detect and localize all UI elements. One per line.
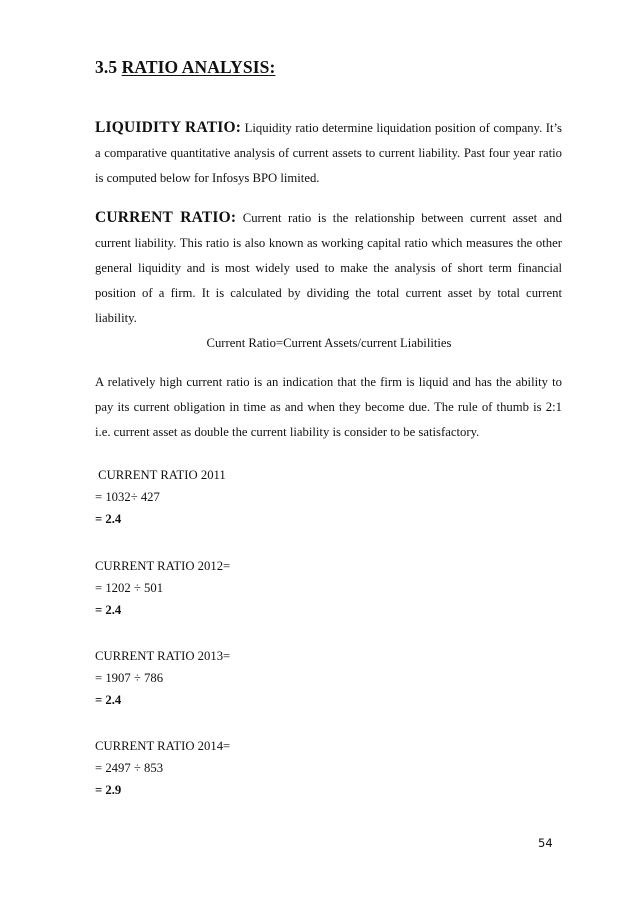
section-heading — [95, 57, 275, 78]
calculation-label: CURRENT RATIO 2011 — [95, 468, 226, 482]
calculation-block-2013 — [95, 645, 230, 711]
liquidity-ratio-text: Liquidity ratio determine liquidation position of company. It’s a comparative quantitative analysis of current assets to current liability. Past four year ratio is computed below for Infosys BPO limited. — [95, 121, 562, 185]
calculation-expression: = 1202 ÷ 501 — [95, 581, 164, 595]
section-number: 3.5 — [95, 57, 118, 77]
calculation-result: = 2.4 — [95, 693, 122, 707]
interpretation-paragraph: A relatively high current ratio is an indication that the firm is liquid and has the ability to pay its current obligation in time as and when they become due. The rule of thumb is 2:1 i.e. current asset as double the current liability is consider to be satisfactory. — [95, 375, 562, 439]
calculation-block-2012 — [95, 555, 230, 621]
current-ratio-formula: Current Ratio=Current Assets/current Liabilities — [206, 336, 452, 350]
calculation-label: CURRENT RATIO 2012= — [95, 559, 231, 573]
current-ratio-text: Current ratio is the relationship between current asset and current liability. This ratio is also known as working capital ratio which measures the other general liquidity and is most widely used to make the analysis of short term financial position of a firm. It is calculated by dividing the total current asset by total current liability. — [95, 211, 562, 325]
calculation-block-2011 — [95, 464, 226, 530]
calculation-expression: = 1907 ÷ 786 — [95, 671, 164, 685]
current-ratio-heading: CURRENT RATIO: — [95, 209, 237, 226]
page-number: 54 — [538, 836, 553, 850]
calculation-result: = 2.4 — [95, 603, 122, 617]
calculation-block-2014 — [95, 735, 230, 801]
calculation-label: CURRENT RATIO 2014= — [95, 739, 231, 753]
calculation-label: CURRENT RATIO 2013= — [95, 649, 231, 663]
liquidity-ratio-paragraph — [95, 115, 562, 191]
calculation-expression: = 2497 ÷ 853 — [95, 761, 164, 775]
section-title: RATIO ANALYSIS: — [121, 57, 276, 77]
calculation-result: = 2.4 — [95, 512, 122, 526]
liquidity-ratio-heading: LIQUIDITY RATIO: — [95, 119, 242, 136]
calculation-expression: = 1032÷ 427 — [95, 490, 160, 504]
current-ratio-paragraph — [95, 205, 562, 331]
calculation-result: = 2.9 — [95, 783, 122, 797]
